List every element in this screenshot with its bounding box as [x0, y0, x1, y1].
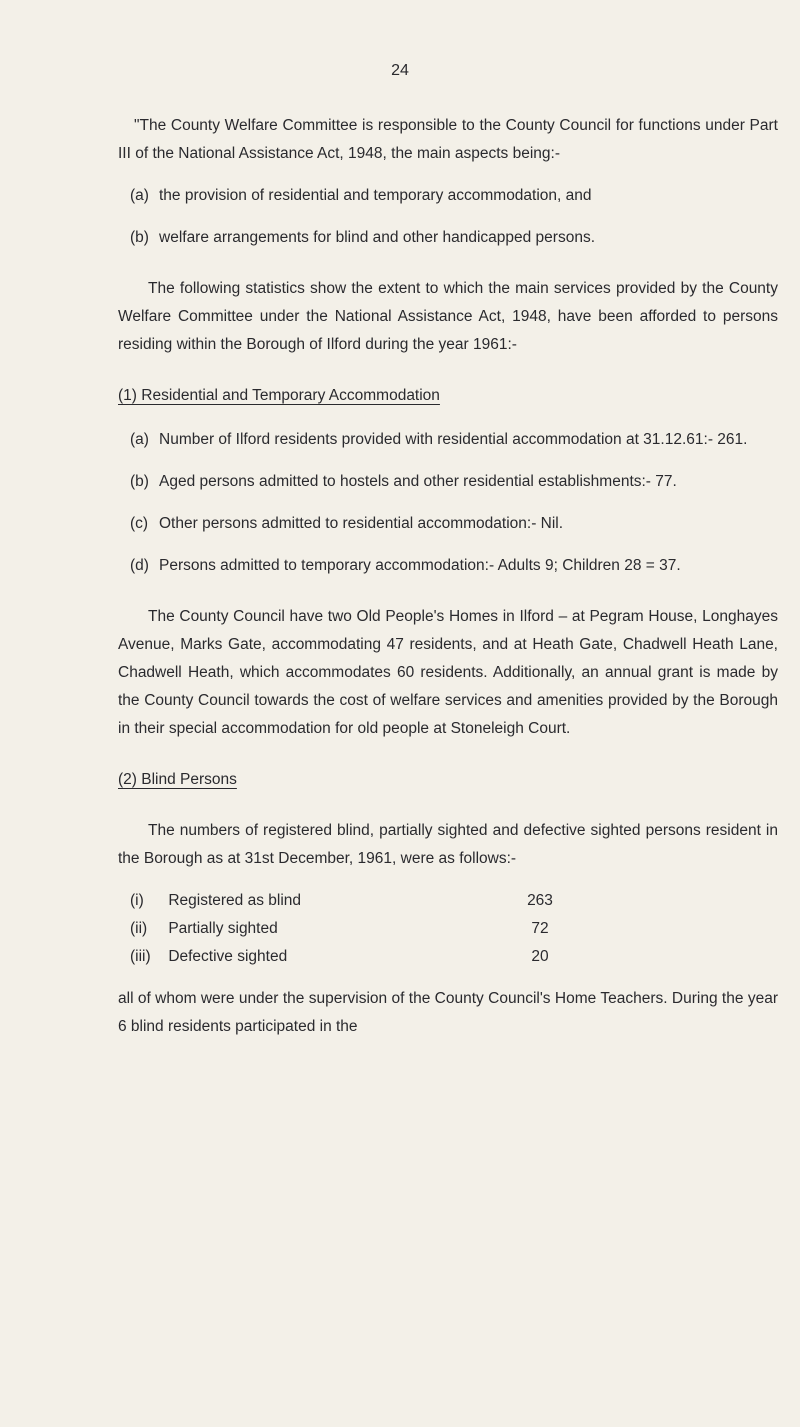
- accommodation-item: [130, 552, 778, 580]
- row-label: (i) Registered as blind: [130, 892, 302, 909]
- section-heading-accommodation: (1) Residential and Temporary Accommodation: [118, 387, 440, 404]
- blind-statistics-table: [130, 887, 570, 971]
- item-label: (b): [130, 473, 149, 490]
- closing-paragraph: all of whom were under the supervision of the County Council's Home Teachers. During the year 6 blind residents participated in the: [118, 990, 778, 1035]
- statistics-intro: The following statistics show the extent to which the main services provided by the County Welfare Committee under the National Assistance Act, 1948, have been afforded to persons residing within the Borough of Ilford during the year 1961:-: [118, 280, 778, 353]
- item-text: Other persons admitted to residential accommodation:- Nil.: [159, 515, 564, 532]
- aspect-item: [130, 224, 778, 252]
- aspect-text: welfare arrangements for blind and other handicapped persons.: [159, 229, 595, 246]
- item-text: Number of Ilford residents provided with residential accommodation at 31.12.61:- 261.: [159, 431, 748, 448]
- item-label: (d): [130, 557, 149, 574]
- row-value: 20: [531, 948, 549, 965]
- table-row: [130, 887, 570, 915]
- item-label: (a): [130, 431, 149, 448]
- item-text: Persons admitted to temporary accommodation:- Adults 9; Children 28 = 37.: [159, 557, 681, 574]
- item-text: Aged persons admitted to hostels and other residential establishments:- 77.: [159, 473, 677, 490]
- item-label: (c): [130, 515, 149, 532]
- row-label: (ii) Partially sighted: [130, 920, 278, 937]
- row-value: 263: [527, 892, 553, 909]
- section-heading-blind: (2) Blind Persons: [118, 771, 237, 788]
- table-row: [130, 943, 570, 971]
- row-value: 72: [531, 920, 549, 937]
- aspect-text: the provision of residential and temporary accommodation, and: [159, 187, 592, 204]
- document-body: [118, 112, 778, 1041]
- table-row: [130, 915, 570, 943]
- accommodation-item: [130, 468, 778, 496]
- accommodation-item: [130, 426, 778, 454]
- blind-intro: The numbers of registered blind, partially sighted and defective sighted persons resident in the Borough as at 31st December, 1961, were as follows:-: [118, 822, 778, 867]
- aspect-label: (b): [130, 229, 149, 246]
- row-label: (iii) Defective sighted: [130, 948, 288, 965]
- accommodation-item: [130, 510, 778, 538]
- page-number: 24: [391, 62, 409, 79]
- aspect-item: [130, 182, 778, 210]
- homes-paragraph: The County Council have two Old People's Homes in Ilford – at Pegram House, Longhayes Avenue, Marks Gate, accommodating 47 residents, and at Heath Gate, Chadwell Heath Lane, Chadwell Heath, which accommodates 60 residents. Additionally, an annual grant is made by the County Council towards the cost of welfare services and amenities provided by the Borough in their special accommodation for old people at Stoneleigh Court.: [118, 608, 778, 737]
- intro-paragraph: "The County Welfare Committee is responsible to the County Council for functions under Part III of the National Assistance Act, 1948, the main aspects being:-: [118, 117, 778, 162]
- aspect-label: (a): [130, 187, 149, 204]
